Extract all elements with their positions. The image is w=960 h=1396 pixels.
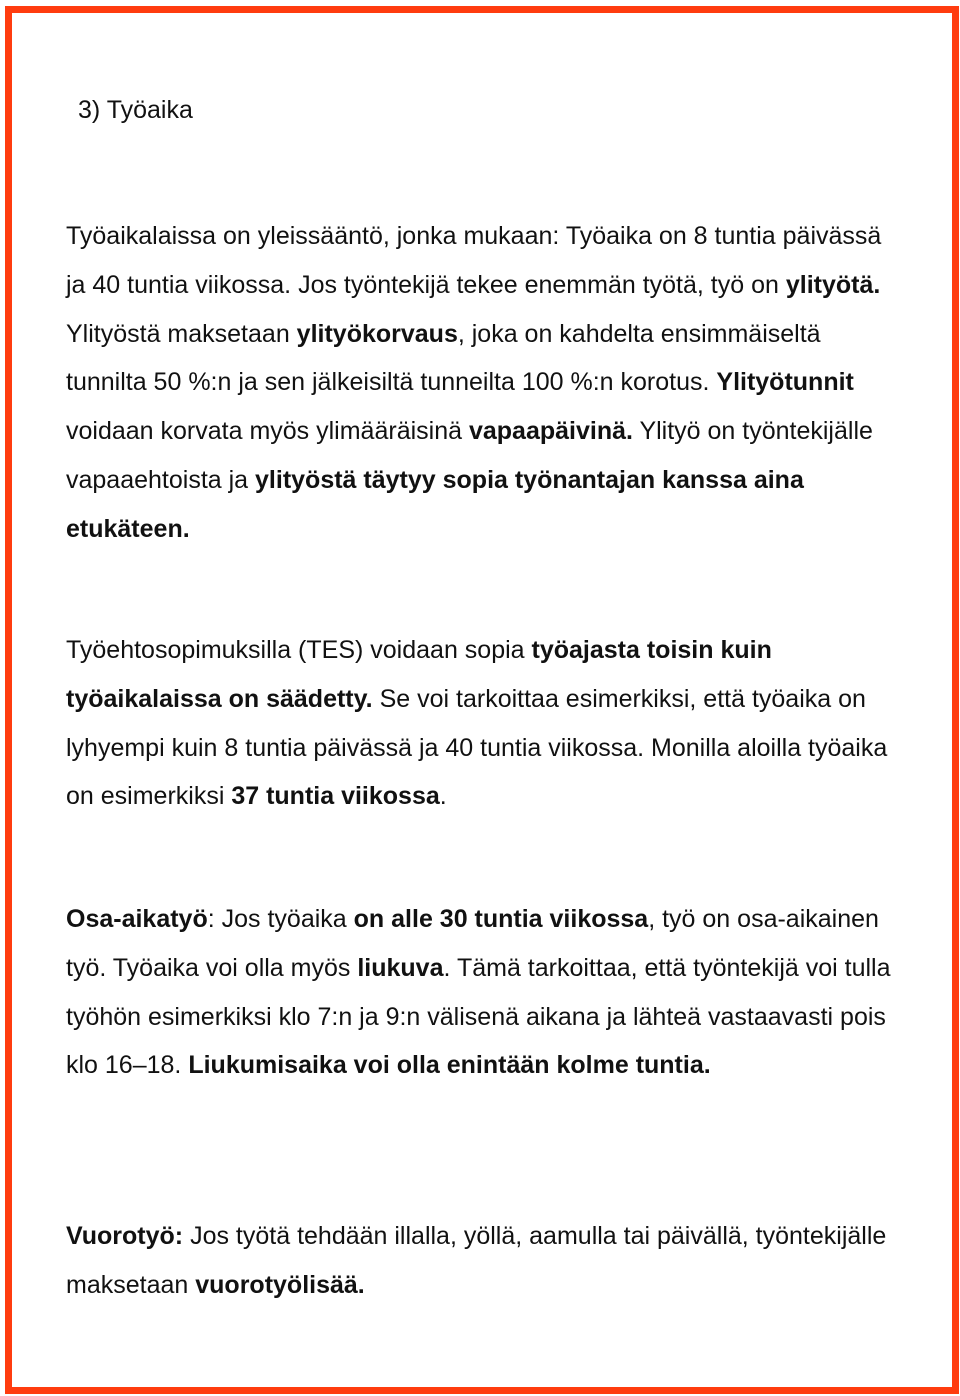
- bold-text-segment: liukuva: [357, 953, 444, 982]
- text-segment: . Tämä tarkoittaa, että työntekijä voi tulla työhön esimerkiksi klo 7:n ja 9:n välisenä aikana ja lähteä vastaavasti pois klo 16–18.: [66, 953, 891, 1080]
- section-heading: 3) Työaika: [78, 96, 193, 124]
- bold-text-segment: vapaapäivinä.: [468, 417, 633, 446]
- bold-text-segment: Vuorotyö:: [66, 1222, 184, 1250]
- text-segment: Ylityö on työntekijälle vapaaehtoista ja: [66, 417, 873, 494]
- bold-text-segment: ylityöstä täytyy sopia työnantajan kanssa aina etukäteen.: [66, 465, 804, 543]
- text-segment: voidaan korvata myös ylimääräisinä: [66, 417, 469, 446]
- bold-text-segment: Osa-aikatyö: [66, 905, 208, 933]
- paragraph-shift-work: [66, 1212, 906, 1310]
- bold-text-segment: Liukumisaika voi olla enintään kolme tuntia.: [188, 1051, 711, 1080]
- text-segment: Se voi tarkoittaa esimerkiksi, että työaika on lyhyempi kuin 8 tuntia päivässä ja 40 tuntia viikossa. Monilla aloilla työaika on esimerkiksi: [66, 684, 888, 811]
- text-segment: , joka on kahdelta ensimmäiseltä tunnilta 50 %:n ja sen jälkeisiltä tunneilta 100 %:n korotus.: [66, 319, 821, 397]
- text-segment: Ylityöstä maksetaan: [66, 319, 297, 348]
- bold-text-segment: vuorotyölisää.: [195, 1270, 365, 1299]
- bold-text-segment: ylityökorvaus: [296, 319, 458, 348]
- bold-text-segment: Ylityötunnit: [716, 368, 854, 397]
- bold-text-segment: 37 tuntia viikossa: [231, 782, 440, 811]
- paragraph-overtime: [66, 212, 906, 554]
- text-segment: : Jos työaika: [207, 905, 354, 933]
- page-frame: [5, 6, 959, 1394]
- bold-text-segment: on alle 30 tuntia viikossa: [353, 905, 649, 933]
- bold-text-segment: ylityötä.: [785, 270, 881, 299]
- text-segment: Työehtosopimuksilla (TES) voidaan sopia: [66, 636, 532, 664]
- text-segment: Työaikalaissa on yleissääntö, jonka mukaan: Työaika on 8 tuntia päivässä ja 40 tuntia viikossa. Jos työntekijä tekee enemmän työtä, työ on: [66, 222, 882, 299]
- text-segment: , työ on osa-aikainen työ. Työaika voi olla myös: [66, 905, 879, 982]
- paragraph-part-time: [66, 895, 906, 1090]
- text-segment: .: [439, 782, 447, 811]
- text-segment: Jos työtä tehdään illalla, yöllä, aamulla tai päivällä, työntekijälle maksetaan: [66, 1222, 887, 1299]
- bold-text-segment: työajasta toisin kuin työaikalaissa on säädetty.: [66, 636, 772, 713]
- paragraph-collective-agreements: [66, 626, 906, 821]
